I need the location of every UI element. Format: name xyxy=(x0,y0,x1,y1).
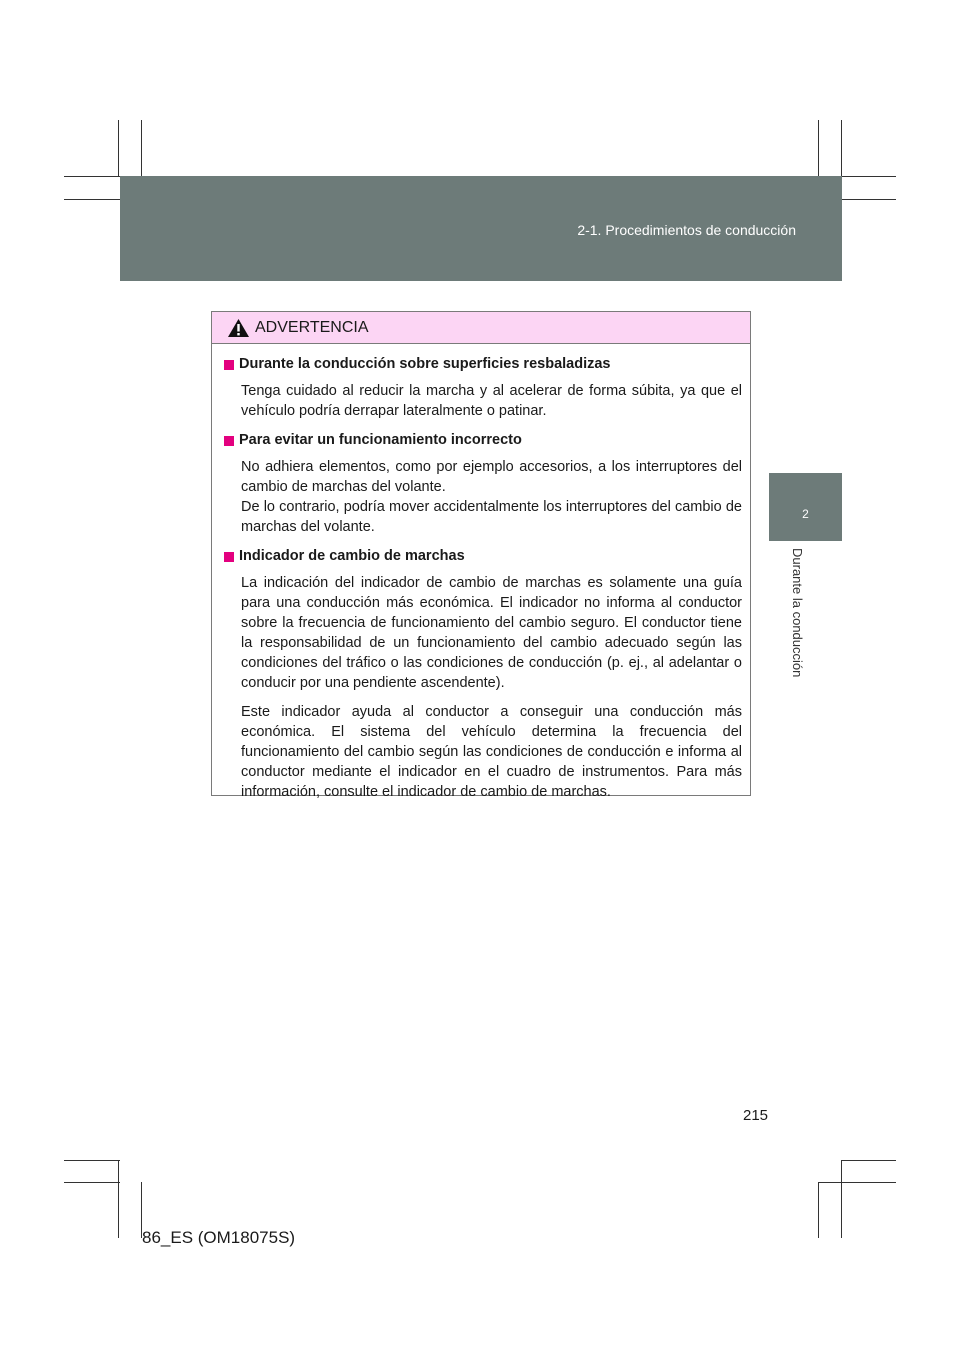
crop-mark xyxy=(118,1160,119,1238)
crop-mark xyxy=(64,199,120,200)
crop-mark xyxy=(64,1182,120,1183)
chapter-number: 2 xyxy=(802,507,809,521)
crop-mark xyxy=(818,1182,896,1183)
warning-item xyxy=(224,546,742,802)
chapter-tab xyxy=(769,473,842,541)
crop-mark xyxy=(841,1160,842,1238)
crop-mark xyxy=(842,1160,896,1161)
bullet-square-icon xyxy=(224,436,234,446)
warning-item-heading xyxy=(224,354,742,375)
warning-paragraph xyxy=(241,573,742,693)
crop-mark xyxy=(842,176,896,177)
warning-header xyxy=(212,312,750,344)
crop-mark xyxy=(818,120,819,176)
warning-triangle-icon xyxy=(227,318,250,338)
crop-mark xyxy=(141,120,142,176)
warning-title: ADVERTENCIA xyxy=(255,318,369,336)
warning-item xyxy=(224,430,742,537)
warning-body xyxy=(212,344,750,802)
warning-paragraph-text: La indicación del indicador de cambio de marchas es solamente una guía para una conducción más económica. El indicador no informa al conductor sobre la frecuencia de funcionamiento del cambio seguro. El conductor tiene la responsabilidad de un funcionamiento del cambio adecuado según las condiciones del tráfico o las condiciones de conducción (p. ej., al adelantar o conducir por una pendiente ascendente). xyxy=(241,575,742,691)
bullet-square-icon xyxy=(224,552,234,562)
crop-mark xyxy=(64,1160,120,1161)
warning-paragraph xyxy=(241,381,742,421)
warning-paragraph-text: Este indicador ayuda al conductor a conseguir una conducción más económica. El sistema del vehículo determina la frecuencia del funcionamiento del cambio según las condiciones de conducción e informa al conductor mediante el indicador en el cuadro de instrumentos. Para más información, consulte el indicador de cambio de marchas. xyxy=(241,704,742,800)
section-title: 2-1. Procedimientos de conducción xyxy=(577,222,796,238)
chapter-label: Durante la conducción xyxy=(790,548,805,678)
warning-paragraph-text: Tenga cuidado al reducir la marcha y al acelerar de forma súbita, ya que el vehículo podría derrapar lateralmente o patinar. xyxy=(241,383,742,419)
crop-mark xyxy=(118,120,119,176)
warning-item-heading-text: Para evitar un funcionamiento incorrecto xyxy=(239,432,522,448)
warning-item-heading xyxy=(224,546,742,567)
warning-item xyxy=(224,354,742,421)
crop-mark xyxy=(64,176,120,177)
crop-mark xyxy=(842,199,896,200)
crop-mark xyxy=(841,120,842,176)
warning-paragraph xyxy=(241,702,742,802)
warning-paragraph xyxy=(241,457,742,537)
crop-mark xyxy=(818,1182,819,1238)
bullet-square-icon xyxy=(224,360,234,370)
warning-item-heading-text: Indicador de cambio de marchas xyxy=(239,548,465,564)
warning-paragraph-text: De lo contrario, podría mover accidentalmente los interruptores del cambio de marchas del volante. xyxy=(241,499,742,535)
warning-box xyxy=(211,311,751,800)
warning-paragraph-text: No adhiera elementos, como por ejemplo accesorios, a los interruptores del cambio de marchas del volante. xyxy=(241,459,742,495)
page-number: 215 xyxy=(743,1107,769,1124)
warning-item-heading-text: Durante la conducción sobre superficies resbaladizas xyxy=(239,356,611,372)
document-code: 86_ES (OM18075S) xyxy=(142,1228,296,1247)
header-band xyxy=(120,176,842,281)
warning-item-heading xyxy=(224,430,742,451)
